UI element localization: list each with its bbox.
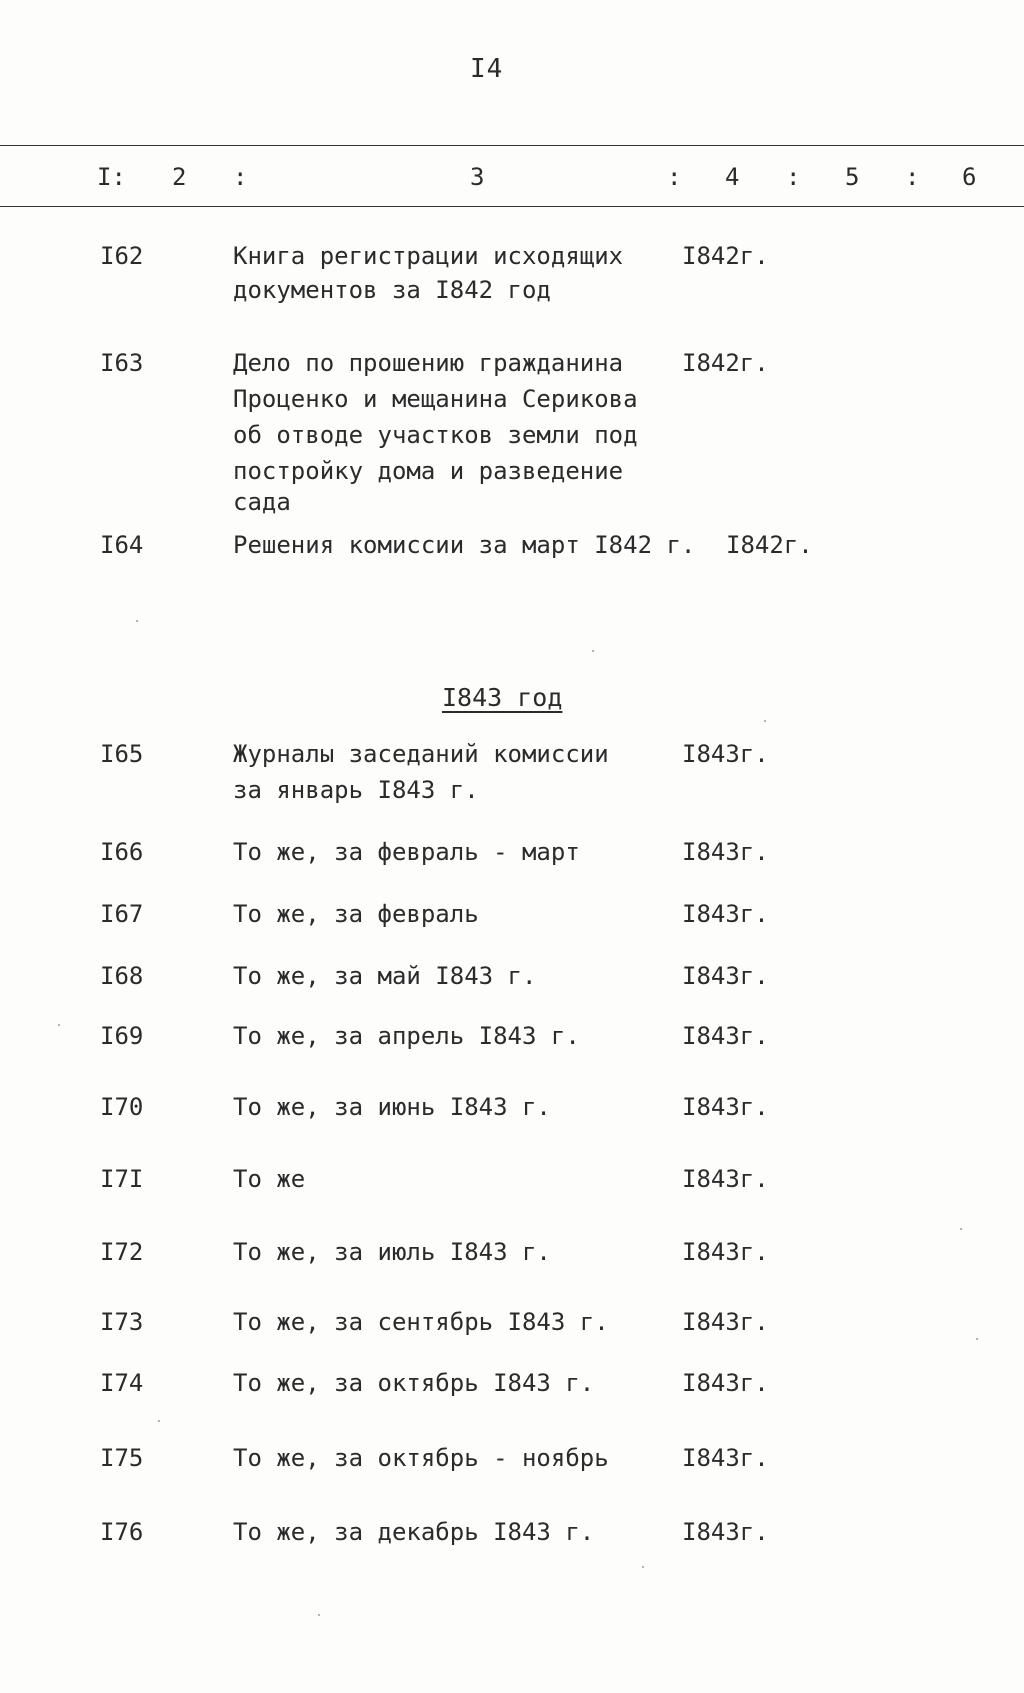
scan-speck xyxy=(58,1024,60,1026)
entry-number: I63 xyxy=(100,349,144,377)
entry-date: I843г. xyxy=(682,1369,769,1397)
entry-title-line: То же xyxy=(233,1165,306,1193)
entry-number: I62 xyxy=(100,242,144,270)
entry-date: I842г. xyxy=(682,349,769,377)
entry-number: I68 xyxy=(100,962,144,990)
entry-title-line: документов за I842 год xyxy=(233,276,551,304)
entry-date: I843г. xyxy=(682,1444,769,1472)
scan-speck xyxy=(318,1614,320,1616)
entry-title-line: То же, за апрель I843 г. xyxy=(233,1022,580,1050)
header-bottom-rule xyxy=(0,206,1024,207)
entry-title-line: То же, за май I843 г. xyxy=(233,962,537,990)
entry-date: I843г. xyxy=(682,740,769,768)
entry-date: I843г. xyxy=(682,1093,769,1121)
entry-number: I76 xyxy=(100,1518,144,1546)
scan-speck xyxy=(158,1420,160,1422)
entry-title-line: То же, за июнь I843 г. xyxy=(233,1093,551,1121)
entry-date: I843г. xyxy=(682,838,769,866)
entry-number: I64 xyxy=(100,531,144,559)
entry-title-line: То же, за февраль - март xyxy=(233,838,580,866)
entry-title-line: То же, за февраль xyxy=(233,900,479,928)
column-separator: : xyxy=(667,163,682,191)
page-number: I4 xyxy=(470,54,504,84)
entry-date: I843г. xyxy=(682,1238,769,1266)
entry-title-line: об отводе участков земли под xyxy=(233,421,638,449)
scan-speck xyxy=(960,1228,962,1230)
scan-speck xyxy=(976,1338,978,1340)
entry-number: I69 xyxy=(100,1022,144,1050)
entry-title-line: постройку дома и разведение xyxy=(233,457,624,485)
entry-date: I843г. xyxy=(682,1518,769,1546)
scan-speck xyxy=(136,620,138,622)
entry-date: I843г. xyxy=(682,900,769,928)
entry-title-line: за январь I843 г. xyxy=(233,776,479,804)
column-header-6: 6 xyxy=(962,163,977,191)
section-heading-1843: I843 год xyxy=(442,683,563,712)
header-top-rule xyxy=(0,145,1024,146)
column-header-1: I: xyxy=(97,163,126,191)
column-separator: : xyxy=(905,163,920,191)
column-header-2: 2 xyxy=(172,163,187,191)
column-separator: : xyxy=(786,163,801,191)
entry-title-line: сада xyxy=(233,488,291,516)
column-header-5: 5 xyxy=(845,163,860,191)
entry-date: I842г. xyxy=(726,531,813,559)
entry-title-line: Книга регистрации исходящих xyxy=(233,242,624,270)
column-header-4: 4 xyxy=(725,163,740,191)
entry-number: I70 xyxy=(100,1093,144,1121)
scan-speck xyxy=(642,1566,644,1568)
entry-number: I66 xyxy=(100,838,144,866)
entry-date: I843г. xyxy=(682,1022,769,1050)
scan-speck xyxy=(592,650,594,652)
scan-speck xyxy=(764,720,766,722)
entry-number: I74 xyxy=(100,1369,144,1397)
entry-number: I75 xyxy=(100,1444,144,1472)
entry-date: I843г. xyxy=(682,1165,769,1193)
entry-title-line: То же, за сентябрь I843 г. xyxy=(233,1308,609,1336)
entry-number: I73 xyxy=(100,1308,144,1336)
entry-number: I65 xyxy=(100,740,144,768)
entry-title-line: Журналы заседаний комиссии xyxy=(233,740,609,768)
entry-number: I67 xyxy=(100,900,144,928)
entry-title-line: Дело по прошению гражданина xyxy=(233,349,624,377)
entry-title-line: То же, за октябрь - ноябрь xyxy=(233,1444,609,1472)
entry-title-line: Решения комиссии за март I842 г. xyxy=(233,531,696,559)
entry-title-line: То же, за декабрь I843 г. xyxy=(233,1518,595,1546)
entry-number: I7I xyxy=(100,1165,144,1193)
entry-title-line: Проценко и мещанина Серикова xyxy=(233,385,638,413)
entry-date: I843г. xyxy=(682,962,769,990)
entry-title-line: То же, за июль I843 г. xyxy=(233,1238,551,1266)
entry-number: I72 xyxy=(100,1238,144,1266)
entry-date: I843г. xyxy=(682,1308,769,1336)
entry-date: I842г. xyxy=(682,242,769,270)
column-separator: : xyxy=(233,163,248,191)
entry-title-line: То же, за октябрь I843 г. xyxy=(233,1369,595,1397)
column-header-3: 3 xyxy=(470,163,485,191)
